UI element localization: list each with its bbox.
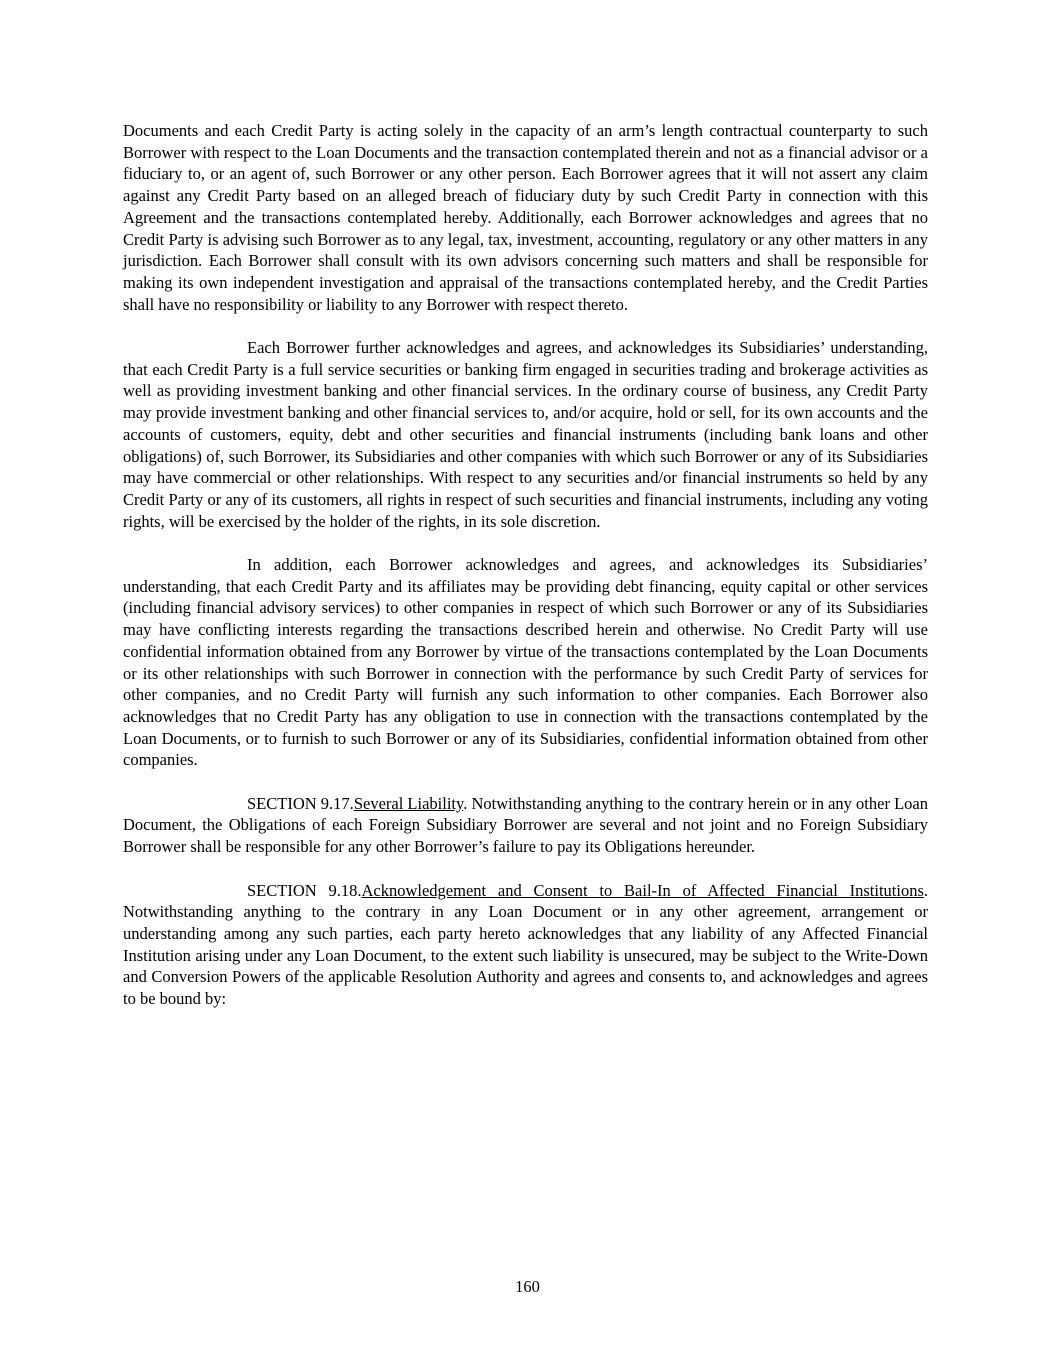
document-body [123, 120, 928, 1031]
text-run: SECTION 9.18. [247, 880, 362, 900]
text-run: SECTION 9.17. [247, 793, 354, 813]
paragraph-conflicting-interests [123, 554, 928, 771]
paragraph-section-9-17 [123, 793, 928, 858]
underlined-section-title: Acknowledgement and Consent to Bail-In of Affected Financial Institutions [361, 880, 924, 900]
text-run: . Notwithstanding anything to the contrary herein or in any other Loan Document, the Obligations of each Foreign Subsidiary Borrower are several and not joint and no Foreign Subsidiary Borrower shall be responsible for any other Borrower’s failure to pay its Obligations hereunder. [123, 793, 928, 857]
paragraph-no-fiduciary-continuation [123, 120, 928, 315]
text-run: Each Borrower further acknowledges and agrees, and acknowledges its Subsidiaries’ understanding, that each Credit Party is a full service securities or banking firm engaged in securities trading and brokerage activities as well as providing investment banking and other financial services. In the ordinary course of business, any Credit Party may provide investment banking and other financial services to, and/or acquire, hold or sell, for its own accounts and the accounts of customers, equity, debt and other securities and financial instruments (including bank loans and other obligations) of, such Borrower, its Subsidiaries and other companies with which such Borrower or any of its Subsidiaries may have commercial or other relationships. With respect to any securities and/or financial instruments so held by any Credit Party or any of its customers, all rights in respect of such securities and financial instruments, including any voting rights, will be exercised by the holder of the rights, in its sole discretion. [123, 338, 928, 531]
paragraph-full-service-securities [123, 337, 928, 532]
text-run: Documents and each Credit Party is acting solely in the capacity of an arm’s length contractual counterparty to such Borrower with respect to the Loan Documents and the transaction contemplated therein and not as a financial advisor or a fiduciary to, or an agent of, such Borrower or any other person. Each Borrower agrees that it will not assert any claim against any Credit Party based on an alleged breach of fiduciary duty by such Credit Party in connection with this Agreement and the transactions contemplated hereby. Additionally, each Borrower acknowledges and agrees that no Credit Party is advising such Borrower as to any legal, tax, investment, accounting, regulatory or any other matters in any jurisdiction. Each Borrower shall consult with its own advisors concerning such matters and shall be responsible for making its own independent investigation and appraisal of the transactions contemplated hereby, and the Credit Parties shall have no responsibility or liability to any Borrower with respect thereto. [123, 121, 928, 314]
underlined-section-title: Several Liability [353, 793, 464, 813]
page-number: 160 [515, 1277, 540, 1296]
text-run: In addition, each Borrower acknowledges and agrees, and acknowledges its Subsidiaries’ understanding, that each Credit Party and its affiliates may be providing debt financing, equity capital or other services (including financial advisory services) to other companies in respect of which such Borrower or any of its Subsidiaries may have conflicting interests regarding the transactions described herein and otherwise. No Credit Party will use confidential information obtained from any Borrower by virtue of the transactions contemplated by the Loan Documents or its other relationships with such Borrower in connection with the performance by such Credit Party of services for other companies, and no Credit Party will furnish any such information to other companies. Each Borrower also acknowledges that no Credit Party has any obligation to use in connection with the transactions contemplated by the Loan Documents, or to furnish to such Borrower or any of its Subsidiaries, confidential information obtained from other companies. [123, 555, 928, 770]
text-run: . Notwithstanding anything to the contrary in any Loan Document or in any other agreement, arrangement or understanding among any such parties, each party hereto acknowledges that any liability of any Affected Financial Institution arising under any Loan Document, to the extent such liability is unsecured, may be subject to the Write-Down and Conversion Powers of the applicable Resolution Authority and agrees and consents to, and acknowledges and agrees to be bound by: [123, 880, 928, 1009]
paragraph-section-9-18 [123, 880, 928, 1010]
